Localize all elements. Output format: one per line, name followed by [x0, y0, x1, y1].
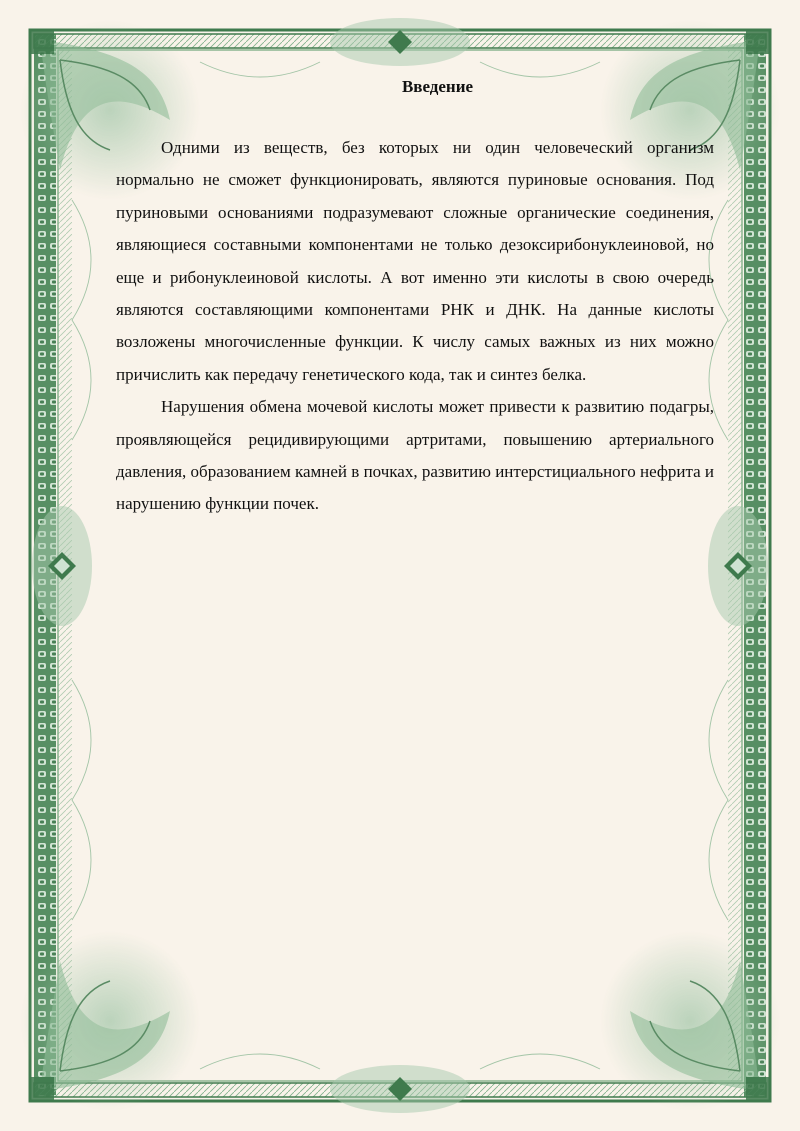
diamond-rosette-bottom-icon: [330, 1065, 470, 1113]
paragraph-1: Одними из веществ, без которых ни один человеческий организм нормально не сможет функционировать, являются пуриновые основания. Под пуриновыми основаниями подразумевают сложные органические соединения, являющиеся составными компонентами не только дезоксирибонуклеиновой, но еще и рибонуклеиновой кислоты. А вот именно эти кислоты в свою очередь являются составляющими компонентами РНК и ДНК. На данные кислоты возложены многочисленные функции. К числу самых важных из них можно причислить как передачу генетического кода, так и синтез белка.: [116, 138, 714, 384]
paragraph-2: Нарушения обмена мочевой кислоты может привести к развитию подагры, проявляющейся рецидивирующими артритами, повышению артериального давления, образованием камней в почках, развитию интерстициального нефрита и нарушению функции почек.: [116, 397, 714, 514]
corner-ornament-bottom-right: [600, 931, 780, 1111]
document-body: [116, 72, 714, 521]
diamond-rosette-top-icon: [330, 18, 470, 66]
title-spacing: [116, 102, 714, 132]
corner-ornament-bottom-left: [20, 931, 200, 1111]
diamond-rosette-right-icon: [708, 506, 768, 626]
diamond-rosette-left-icon: [32, 506, 92, 626]
document-title: Введение: [401, 77, 474, 96]
